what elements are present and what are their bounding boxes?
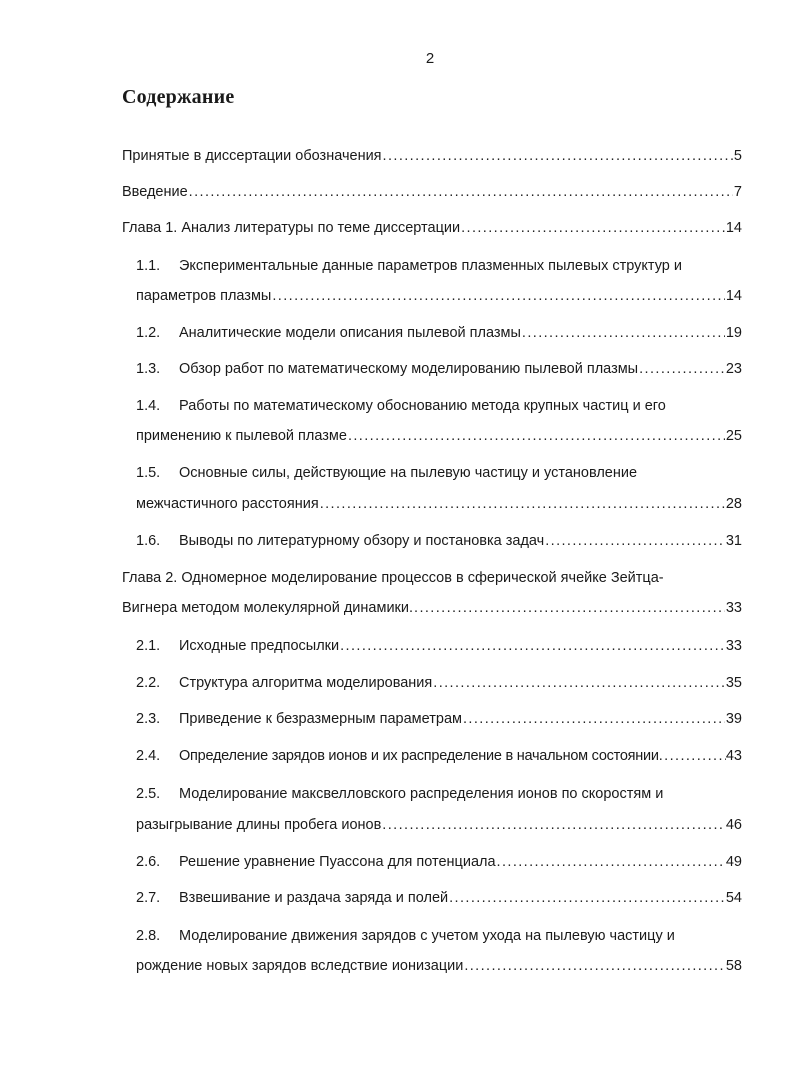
toc-entry-title: Исходные предпосылки [179, 638, 340, 654]
dot-leader [659, 746, 726, 766]
toc-entry-number: 2.6. [136, 854, 161, 870]
dot-leader [382, 815, 725, 835]
toc-entry[interactable] [136, 852, 742, 872]
page-number: 2 [425, 50, 435, 67]
toc-entry-title-cont: рождение новых зарядов вследствие ионизации [136, 958, 464, 974]
toc-entry-title: Аналитические модели описания пылевой плазмы [179, 325, 521, 341]
dot-leader [545, 531, 725, 551]
toc-entry-line2[interactable] [122, 598, 742, 618]
toc-entry-page: 31 [725, 533, 742, 549]
toc-entry-title-cont: применению к пылевой плазме [136, 428, 347, 444]
dot-leader [639, 359, 725, 379]
toc-entry-page: 58 [725, 958, 742, 974]
toc-entry-page: 14 [725, 220, 742, 236]
toc-entry-page: 54 [725, 890, 742, 906]
toc-entry-title: Взвешивание и раздача заряда и полей [179, 890, 449, 906]
toc-entry-number: 1.4. [136, 398, 161, 414]
dot-leader [383, 146, 733, 166]
toc-entry-title: Введение [122, 184, 188, 200]
toc-entry-line1[interactable] [136, 926, 742, 946]
toc-entry[interactable] [136, 673, 742, 693]
dot-leader [189, 182, 733, 202]
toc-entry-line1[interactable] [122, 568, 742, 588]
toc-entry-title-cont: Вигнера методом молекулярной динамики. [122, 600, 414, 616]
toc-entry-title: Приведение к безразмерным параметрам [179, 711, 462, 727]
dot-leader [461, 218, 725, 238]
toc-entry-line1[interactable] [136, 463, 742, 483]
toc-entry-title: Моделирование движения зарядов с учетом ухода на пылевую частицу и [179, 928, 675, 944]
toc-entry-page: 7 [733, 184, 742, 200]
dot-leader [272, 286, 725, 306]
toc-entry-page: 14 [725, 288, 742, 304]
toc-entry-page: 5 [733, 148, 742, 164]
toc-entry[interactable] [136, 709, 742, 729]
toc-entry-page: 28 [725, 496, 742, 512]
dot-leader [433, 673, 725, 693]
toc-entry[interactable] [136, 323, 742, 343]
toc-entry[interactable] [122, 146, 742, 166]
dot-leader [522, 323, 725, 343]
toc-entry-title: Обзор работ по математическому моделированию пылевой плазмы [179, 361, 639, 377]
toc-entry-title: Экспериментальные данные параметров плазменных пылевых структур и [179, 258, 682, 274]
toc-entry-line1[interactable] [136, 784, 742, 804]
toc-entry[interactable] [122, 182, 742, 202]
toc-entry-number: 2.1. [136, 638, 161, 654]
toc-entry-line2[interactable] [136, 426, 742, 446]
toc-entry-title: Глава 1. Анализ литературы по теме диссертации [122, 220, 461, 236]
toc-entry-number: 2.7. [136, 890, 161, 906]
toc-entry-title: Определение зарядов ионов и их распределение в начальном состоянии [179, 748, 659, 764]
toc-entry-title: Глава 2. Одномерное моделирование процессов в сферической ячейке Зейтца- [122, 570, 664, 586]
toc-entry-title: Выводы по литературному обзору и постановка задач [179, 533, 545, 549]
toc-entry-line1[interactable] [136, 256, 742, 276]
toc-entry-page: 35 [725, 675, 742, 691]
toc-entry-page: 23 [725, 361, 742, 377]
toc-entry-number: 1.6. [136, 533, 161, 549]
dot-leader [449, 888, 725, 908]
dot-leader [463, 709, 725, 729]
toc-entry[interactable] [136, 531, 742, 551]
toc-entry-line2[interactable] [136, 286, 742, 306]
toc-entry-number: 2.3. [136, 711, 161, 727]
dot-leader [464, 956, 725, 976]
toc-entry-line1[interactable] [136, 396, 742, 416]
toc-entry-title: Решение уравнение Пуассона для потенциала [179, 854, 496, 870]
toc-entry-page: 39 [725, 711, 742, 727]
toc-entry-line2[interactable] [136, 494, 742, 514]
toc-entry-title-cont: разыгрывание длины пробега ионов [136, 817, 382, 833]
toc-entry-number: 1.1. [136, 258, 161, 274]
toc-entry[interactable] [136, 746, 742, 766]
toc-entry-number: 2.4. [136, 748, 161, 764]
toc-entry-title-cont: межчастичного расстояния [136, 496, 319, 512]
toc-entry-title: Принятые в диссертации обозначения [122, 148, 382, 164]
toc-entry-page: 46 [725, 817, 742, 833]
toc-entry[interactable] [136, 359, 742, 379]
toc-entry-title-cont: параметров плазмы [136, 288, 272, 304]
toc-entry-line2[interactable] [136, 956, 742, 976]
toc-entry-number: 2.8. [136, 928, 161, 944]
toc-entry[interactable] [122, 218, 742, 238]
toc-entry[interactable] [136, 888, 742, 908]
toc-entry-line2[interactable] [136, 815, 742, 835]
toc-entry-title: Моделирование максвелловского распределения ионов по скоростям и [179, 786, 664, 802]
toc-entry-page: 33 [725, 638, 742, 654]
page-title: Содержание [122, 86, 235, 108]
toc-entry-title: Основные силы, действующие на пылевую частицу и установление [179, 465, 638, 481]
dot-leader [348, 426, 725, 446]
toc-entry-page: 33 [725, 600, 742, 616]
toc-entry-title: Структура алгоритма моделирования [179, 675, 433, 691]
dot-leader [320, 494, 725, 514]
toc-entry-number: 1.3. [136, 361, 161, 377]
dot-leader [340, 636, 725, 656]
toc-entry-number: 1.5. [136, 465, 161, 481]
toc-entry-page: 49 [725, 854, 742, 870]
toc-entry-number: 2.2. [136, 675, 161, 691]
dot-leader [414, 598, 725, 618]
toc-entry-page: 25 [725, 428, 742, 444]
toc-entry[interactable] [136, 636, 742, 656]
toc-entry-number: 1.2. [136, 325, 161, 341]
dot-leader [497, 852, 725, 872]
toc-entry-page: 43 [725, 748, 742, 764]
toc-entry-page: 19 [725, 325, 742, 341]
toc-entry-number: 2.5. [136, 786, 161, 802]
toc-entry-title: Работы по математическому обоснованию метода крупных частиц и его [179, 398, 666, 414]
